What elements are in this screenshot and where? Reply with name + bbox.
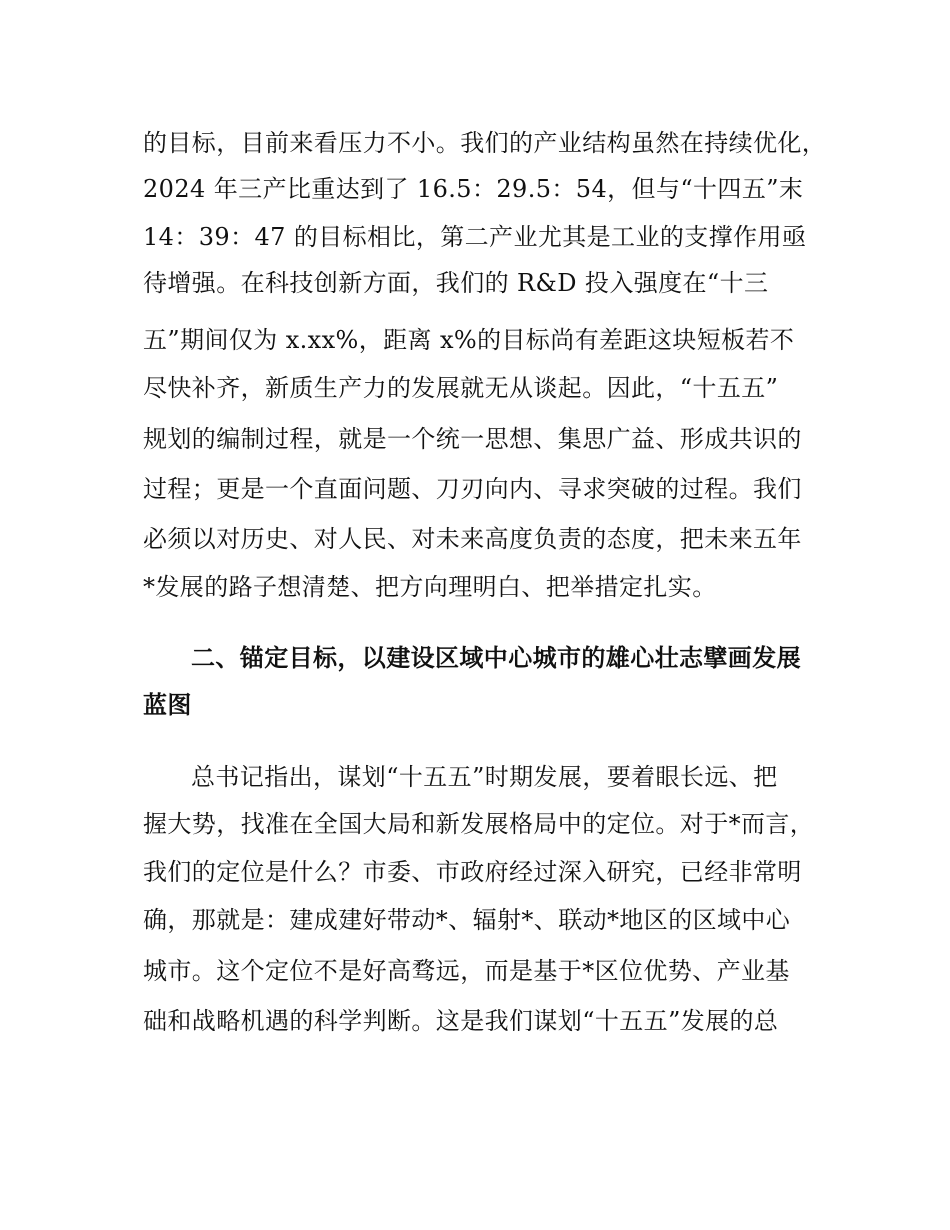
paragraph-line: 2024 年三产比重达到了 16.5：29.5：54，但与“十四五”末 bbox=[143, 175, 804, 203]
paragraph-line: 过程；更是一个直面问题、刀刃向内、寻求突破的过程。我们 bbox=[143, 475, 802, 503]
paragraph-line: 14：39：47 的目标相比，第二产业尤其是工业的支撑作用亟 bbox=[143, 223, 807, 251]
paragraph-line: 待增强。在科技创新方面，我们的 R&D 投入强度在“十三 bbox=[143, 269, 769, 297]
paragraph-line: 的目标，目前来看压力不小。我们的产业结构虽然在持续优化， bbox=[143, 129, 827, 157]
paragraph-line: 础和战略机遇的科学判断。这是我们谋划“十五五”发展的总 bbox=[143, 1007, 779, 1035]
paragraph-line: 我们的定位是什么？市委、市政府经过深入研究，已经非常明 bbox=[143, 858, 802, 886]
paragraph-line: 五”期间仅为 x.xx%，距离 x%的目标尚有差距这块短板若不 bbox=[143, 326, 795, 354]
heading-line: 蓝图 bbox=[143, 691, 192, 719]
heading-line: 二、锚定目标，以建设区域中心城市的雄心壮志擘画发展 bbox=[191, 644, 801, 672]
paragraph-line: 规划的编制过程，就是一个统一思想、集思广益、形成共识的 bbox=[143, 425, 802, 453]
paragraph-line: 必须以对历史、对人民、对未来高度负责的态度，把未来五年 bbox=[143, 525, 802, 553]
paragraph-line: 确，那就是：建成建好带动*、辐射*、联动*地区的区域中心 bbox=[143, 906, 791, 934]
paragraph-line: *发展的路子想清楚、把方向理明白、把举措定扎实。 bbox=[143, 573, 717, 601]
paragraph-line: 握大势，找准在全国大局和新发展格局中的定位。对于*而言， bbox=[143, 810, 815, 838]
paragraph-line: 总书记指出，谋划“十五五”时期发展，要着眼长远、把 bbox=[191, 763, 778, 791]
paragraph-line: 城市。这个定位不是好高骛远，而是基于*区位优势、产业基 bbox=[143, 957, 790, 985]
paragraph-line: 尽快补齐，新质生产力的发展就无从谈起。因此，“十五五” bbox=[143, 374, 779, 402]
